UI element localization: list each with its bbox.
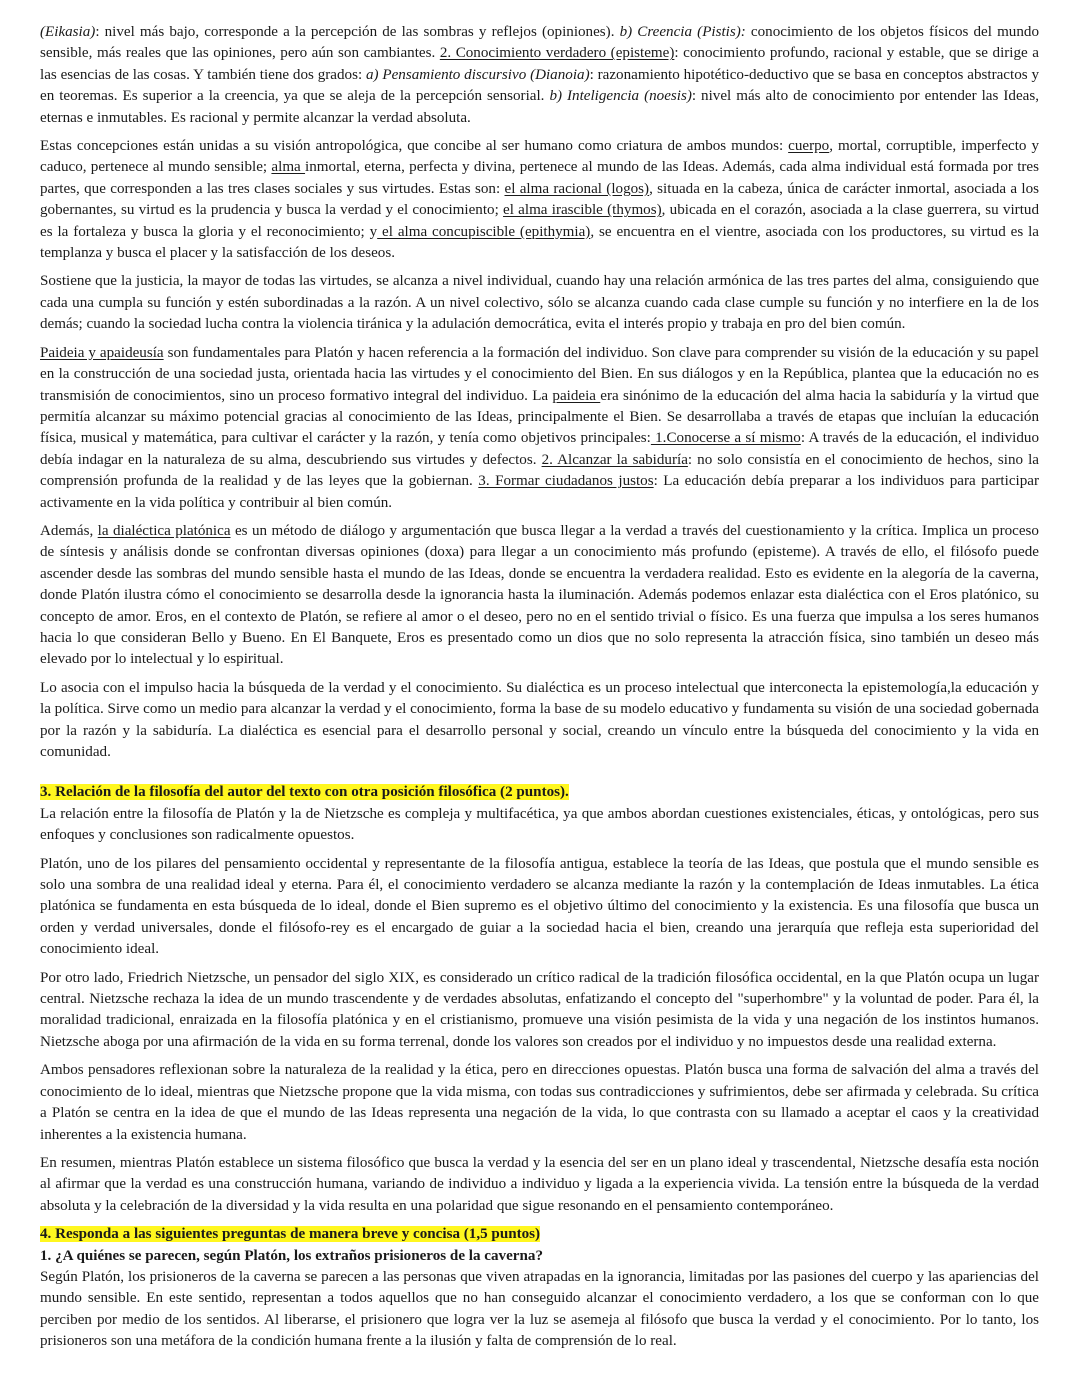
section-heading-4: 4. Responda a las siguientes preguntas de manera breve y concisa (1,5 puntos) xyxy=(40,1226,541,1243)
term-paideia-apaideusia: Paideia y apaideusía xyxy=(40,344,164,361)
paragraph-knowledge-levels: (Eikasia): nivel más bajo, corresponde a la percepción de las sombras y reflejos (opiniones). b) Creencia (Pistis): conocimiento de los objetos físicos del mundo sensible, más reales que las opiniones, pero aún son cambiantes. 2. Conocimiento verdadero (episteme): conocimiento profundo, racional y estable, que se dirige a las esencias de las cosas. Y también tiene dos grados: a) Pensamiento discursivo (Dianoia): razonamiento hipotético-deductivo que se basa en conceptos abstractos y en teoremas. Es superior a la creencia, ya que se aleja de la percepción sensorial. b) Inteligencia (noesis): nivel más alto de conocimiento por entender las Ideas, eternas e inmutables. Es racional y permite alcanzar la verdad absoluta. xyxy=(40,24,1040,126)
section-heading-3: 3. Relación de la filosofía del autor del texto con otra posición filosófica (2 puntos). xyxy=(40,784,569,801)
term-sabiduria: 2. Alcanzar la sabiduría xyxy=(541,451,688,468)
paragraph-dialectics: Además, la dialéctica platónica es un método de diálogo y argumentación que busca llegar a la verdad a través del cuestionamiento y la crítica. Implica un proceso de síntesis y análisis donde se confrontan diversas opiniones (doxa) para llegar a un conocimiento más profundo (episteme). A través de ello, el filósofo puede ascender desde las sombras del mundo sensible hasta el mundo de las Ideas, donde se encuentra la verdadera realidad. Esto es evidente en la alegoría de la caverna, donde Platón ilustra cómo el conocimiento se desarrolla desde la ignorancia hasta la iluminación. Además podemos enlazar esta dialéctica con el Eros platónico, su concepto de amor. Eros, en el contexto de Platón, se refiere al amor o el deseo, pero no en el sentido trivial o físico. Es una fuerza que impulsa a los seres humanos hacia lo que consideran Bello y Bueno. En El Banquete, Eros es presentado como un dios que no solo representa la atracción física, sino también un deseo más elevado por lo intelectual y lo espiritual. xyxy=(40,522,1039,668)
term-alma-irascible: el alma irascible (thymos) xyxy=(503,202,662,219)
term-cuerpo: cuerpo xyxy=(788,138,830,155)
paragraph-comparison: Ambos pensadores reflexionan sobre la naturaleza de la realidad y la ética, pero en direcciones opuestas. Platón busca una forma de salvación del alma a través del conocimiento de lo ideal, mientras que Nietzsche propone que la vida misma, con todas sus contradicciones y sufrimientos, debe ser afirmada y celebrada. Su crítica a Platón se centra en la idea de que el mundo de las Ideas representa una negación de la vida, lo que contrasta con su llamado a aceptar el caos y la creatividad inherentes a la existencia humana. xyxy=(40,1062,1039,1143)
question-title: 1. ¿A quiénes se parecen, según Platón, los extraños prisioneros de la caverna? xyxy=(40,1247,543,1264)
term-dianoia: a) Pensamiento discursivo (Dianoia) xyxy=(365,66,590,83)
term-conocerse: 1.Conocerse a sí mismo xyxy=(650,430,801,447)
paragraph-anthropology: Estas concepciones están unidas a su visión antropológica, que concibe al ser humano como criatura de ambos mundos: cuerpo, mortal, corruptible, imperfecto y caduco, pertenece al mundo sensible; alma inmortal, eterna, perfecta y divina, pertenece al mundo de las Ideas. Además, cada alma individual está formada por tres partes, que corresponden a las tres clases sociales y sus virtudes. Estas son: el alma racional (logos), situada en la cabeza, única de carácter inmortal, asociada a los gobernantes, su virtud es la prudencia y busca la verdad y el conocimiento; el alma irascible (thymos), ubicada en el corazón, asociada a la clase guerrera, su virtud es la fortaleza y busca la gloria y el reconocimiento; y el alma concupiscible (epithymia), se encuentra en el vientre, asociada con los productores, su virtud es la templanza y busca el placer y la satisfacción de los deseos. xyxy=(40,138,1040,262)
term-ciudadanos: 3. Formar ciudadanos justos xyxy=(478,473,654,490)
term-dialectica: la dialéctica platónica xyxy=(97,522,231,539)
term-episteme: 2. Conocimiento verdadero (episteme) xyxy=(439,45,675,62)
paragraph-nietzsche: Por otro lado, Friedrich Nietzsche, un pensador del siglo XIX, es considerado un crítico radical de la tradición filosófica occidental, en la que Platón ocupa un lugar central. Nietzsche rechaza la idea de un mundo trascendente y de verdades absolutas, enfatizando el concepto del "superhombre" y la voluntad de poder. Para él, la moralidad tradicional, enraizada en la filosofía platónica y en el cristianismo, promueve una visión pesimista de la vida y una negación de los instintos humanos. Nietzsche aboga por una afirmación de la vida en su forma terrenal, donde los valores son creados por el individuo y no impuestos desde una realidad externa. xyxy=(40,969,1039,1050)
term-noesis: b) Inteligencia (noesis) xyxy=(549,88,692,105)
term-eikasia: (Eikasia) xyxy=(40,24,96,40)
paragraph-relation-intro: La relación entre la filosofía de Platón y la de Nietzsche es compleja y multifacética, ya que ambos abordan cuestiones existenciales, éticas, y ontológicas, pero sus enfoques y conclusiones son radicalmente opuestos. xyxy=(40,805,1039,844)
term-paideia: paideia xyxy=(552,387,601,404)
paragraph-paideia: Paideia y apaideusía son fundamentales para Platón y hacen referencia a la formación del individuo. Son clave para comprender su visión de la educación y su papel en la construcción de una sociedad justa, orientada hacia las virtudes y el conocimiento del Bien. En sus diálogos y en la República, plantea que la educación no es transmisión de conocimientos, sino un proceso formativo integral del individuo. La paideia era sinónimo de la educación del alma hacia la sabiduría y la virtud que permitía alcanzar su máximo potencial gracias al conocimiento de las Ideas, principalmente el Bien. Se desarrollaba a través de etapas que incluían la educación física, musical y matemática, para cultivar el carácter y la razón, y tenía como objetivos principales: 1.Conocerse a sí mismo: A través de la educación, el individuo debía indagar en la naturaleza de su alma, descubriendo sus virtudes y defectos. 2. Alcanzar la sabiduría: no solo consistía en el conocimiento de hechos, sino la comprensión profunda de la realidad y de las leyes que la gobiernan. 3. Formar ciudadanos justos: La educación debía preparar a los individuos para participar activamente en la vida política y contribuir al bien común. xyxy=(40,344,1039,511)
term-alma-racional: el alma racional (logos) xyxy=(504,180,650,197)
paragraph-dialectics-2: Lo asocia con el impulso hacia la búsqueda de la verdad y el conocimiento. Su dialéctica es un proceso intelectual que interconecta la epistemología,la educación y la política. Sirve como un medio para alcanzar la verdad y el conocimiento, forma la base de su modelo educativo y fundamenta su visión de una sociedad gobernada por la razón y la sabiduría. La dialéctica es esencial para el desarrollo personal y social, creando un vínculo entre la búsqueda del conocimiento y la vida en comunidad. xyxy=(40,679,1039,760)
term-pistis: b) Creencia (Pistis): xyxy=(619,24,746,40)
question-answer: Según Platón, los prisioneros de la caverna se parecen a las personas que viven atrapadas en la ignorancia, limitadas por las pasiones del cuerpo y las apariencias del mundo sensible. En este sentido, representan a todos aquellos que no han conseguido alcanzar el conocimiento verdadero, a los que se conforman con lo que perciben por medio de los sentidos. Al liberarse, el prisionero que logra ver la luz se asemeja al filósofo que busca la verdad y el conocimiento. Por lo tanto, los prisioneros son una metáfora de la condición humana frente a la ilusión y falta de comprensión de lo real. xyxy=(40,1268,1039,1350)
paragraph-plato: Platón, uno de los pilares del pensamiento occidental y representante de la filosofía antigua, establece la teoría de las Ideas, que postula que el mundo sensible es solo una sombra de una realidad ideal y eterna. Para él, el conocimiento verdadero se alcanza mediante la razón y la contemplación de Ideas inmutables. La ética platónica se fundamenta en esta búsqueda de lo ideal, donde el Bien supremo es el objetivo último del conocimiento y la existencia. Es una filosofía que busca un orden y verdad universales, donde el filósofo-rey es el encargado de guiar a la sociedad hacia el bien, creando una jerarquía que refleja esta superioridad del conocimiento ideal. xyxy=(40,855,1039,958)
term-alma-concupiscible: el alma concupiscible (epithymia) xyxy=(377,223,591,240)
paragraph-justice: Sostiene que la justicia, la mayor de todas las virtudes, se alcanza a nivel individual, cuando hay una relación armónica de las tres partes del alma, consiguiendo que cada una cumpla su función y estén subordinadas a la razón. A un nivel colectivo, sólo se alcanza cuando cada clase cumple su función y no interfiere en la de los demás; cuando la sociedad lucha contra la violencia tiránica y la adulación democrática, evita el interés propio y trabaja en pro del bien común. xyxy=(40,273,1039,333)
paragraph-summary: En resumen, mientras Platón establece un sistema filosófico que busca la verdad y la esencia del ser en un plano ideal y trascendental, Nietzsche desafía esta noción al afirmar que la verdad es una construcción humana, variando de individuo a individuo y ligada a la experiencia vivida. La tensión entre la búsqueda de la verdad absoluta y la celebración de la diversidad y la vida resulta en una polaridad que sigue resonando en el pensamiento contemporáneo. xyxy=(40,1154,1039,1214)
term-alma: alma xyxy=(271,159,306,176)
